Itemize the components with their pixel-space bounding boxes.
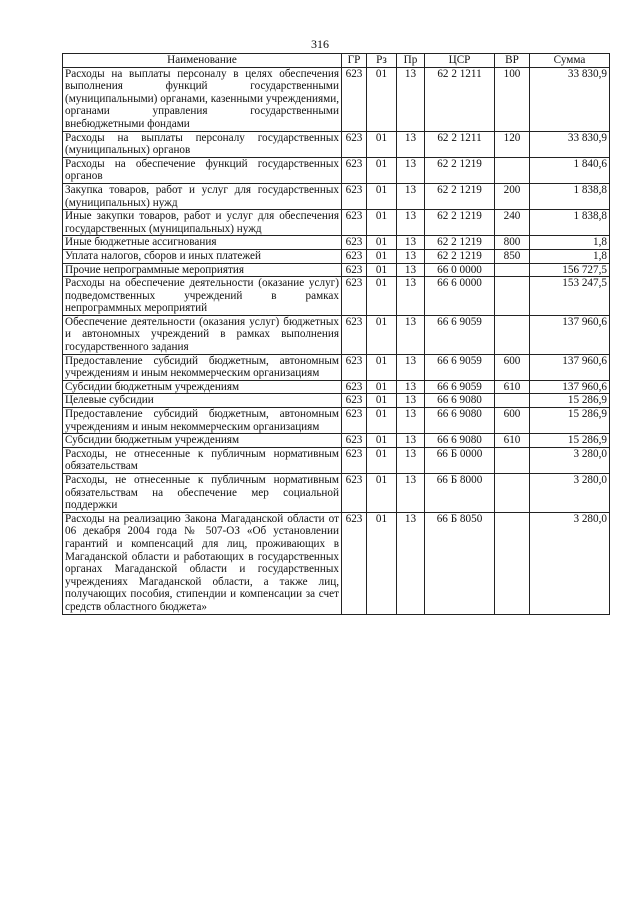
header-pr: Пр — [397, 54, 425, 68]
row-csr: 66 6 9080 — [425, 394, 495, 408]
row-gr: 623 — [342, 263, 367, 277]
row-vr — [495, 512, 530, 614]
header-sum: Сумма — [530, 54, 610, 68]
table-row — [63, 263, 610, 277]
row-rz: 01 — [367, 67, 397, 131]
row-gr: 623 — [342, 277, 367, 316]
row-name: Субсидии бюджетным учреждениям — [63, 434, 342, 448]
row-rz: 01 — [367, 131, 397, 157]
row-pr: 13 — [397, 263, 425, 277]
table-row — [63, 277, 610, 316]
header-name: Наименование — [63, 54, 342, 68]
row-csr: 62 2 1219 — [425, 183, 495, 209]
row-gr: 623 — [342, 474, 367, 513]
row-vr — [495, 394, 530, 408]
row-gr: 623 — [342, 315, 367, 354]
row-rz: 01 — [367, 474, 397, 513]
row-rz: 01 — [367, 394, 397, 408]
row-sum: 1 838,8 — [530, 183, 610, 209]
row-name: Целевые субсидии — [63, 394, 342, 408]
row-sum: 1 838,8 — [530, 210, 610, 236]
header-rz: Рз — [367, 54, 397, 68]
row-name: Расходы, не отнесенные к публичным нормативным обязательствам на обеспечение мер социальной поддержки — [63, 474, 342, 513]
row-sum: 153 247,5 — [530, 277, 610, 316]
row-pr: 13 — [397, 249, 425, 263]
table-row — [63, 434, 610, 448]
row-name: Иные бюджетные ассигнования — [63, 236, 342, 250]
row-vr — [495, 315, 530, 354]
row-vr: 610 — [495, 380, 530, 394]
row-vr: 120 — [495, 131, 530, 157]
row-pr: 13 — [397, 447, 425, 473]
row-pr: 13 — [397, 67, 425, 131]
table-row — [63, 447, 610, 473]
row-csr: 66 6 9080 — [425, 434, 495, 448]
row-vr: 600 — [495, 354, 530, 380]
row-csr: 66 0 0000 — [425, 263, 495, 277]
row-pr: 13 — [397, 131, 425, 157]
row-gr: 623 — [342, 236, 367, 250]
row-csr: 62 2 1219 — [425, 210, 495, 236]
table-row — [63, 474, 610, 513]
table-row — [63, 210, 610, 236]
row-sum: 15 286,9 — [530, 394, 610, 408]
row-rz: 01 — [367, 210, 397, 236]
row-name: Расходы, не отнесенные к публичным нормативным обязательствам — [63, 447, 342, 473]
row-vr: 240 — [495, 210, 530, 236]
row-name: Расходы на выплаты персоналу в целях обеспечения выполнения функций государственными (муниципальными) органами, казенными учреждениями, органами управления государственными внебюджетными фондами — [63, 67, 342, 131]
row-name: Прочие непрограммные мероприятия — [63, 263, 342, 277]
row-csr: 66 6 9080 — [425, 408, 495, 434]
row-csr: 66 6 9059 — [425, 380, 495, 394]
row-gr: 623 — [342, 183, 367, 209]
row-gr: 623 — [342, 67, 367, 131]
row-gr: 623 — [342, 447, 367, 473]
table-row — [63, 394, 610, 408]
row-gr: 623 — [342, 394, 367, 408]
row-csr: 62 2 1219 — [425, 157, 495, 183]
row-gr: 623 — [342, 512, 367, 614]
table-row — [63, 354, 610, 380]
row-rz: 01 — [367, 315, 397, 354]
row-pr: 13 — [397, 512, 425, 614]
header-csr: ЦСР — [425, 54, 495, 68]
row-csr: 62 2 1211 — [425, 131, 495, 157]
row-name: Обеспечение деятельности (оказания услуг) бюджетных и автономных учреждений в рамках выполнения государственного задания — [63, 315, 342, 354]
row-vr: 600 — [495, 408, 530, 434]
row-name: Расходы на обеспечение функций государственных органов — [63, 157, 342, 183]
row-rz: 01 — [367, 434, 397, 448]
row-sum: 3 280,0 — [530, 474, 610, 513]
row-csr: 62 2 1211 — [425, 67, 495, 131]
row-pr: 13 — [397, 434, 425, 448]
row-name: Уплата налогов, сборов и иных платежей — [63, 249, 342, 263]
row-rz: 01 — [367, 380, 397, 394]
table-header-row — [63, 54, 610, 68]
row-pr: 13 — [397, 408, 425, 434]
row-pr: 13 — [397, 394, 425, 408]
row-rz: 01 — [367, 447, 397, 473]
table-row — [63, 380, 610, 394]
row-name: Предоставление субсидий бюджетным, автономным учреждениям и иным некоммерческим организациям — [63, 354, 342, 380]
row-vr: 100 — [495, 67, 530, 131]
header-vr: ВР — [495, 54, 530, 68]
row-rz: 01 — [367, 236, 397, 250]
row-vr — [495, 474, 530, 513]
row-gr: 623 — [342, 434, 367, 448]
row-pr: 13 — [397, 380, 425, 394]
row-vr — [495, 157, 530, 183]
row-pr: 13 — [397, 277, 425, 316]
header-gr: ГР — [342, 54, 367, 68]
table-row — [63, 512, 610, 614]
row-name: Иные закупки товаров, работ и услуг для обеспечения государственных (муниципальных) нужд — [63, 210, 342, 236]
row-csr: 66 6 9059 — [425, 315, 495, 354]
row-vr: 610 — [495, 434, 530, 448]
row-csr: 66 Б 0000 — [425, 447, 495, 473]
table-row — [63, 408, 610, 434]
row-vr — [495, 277, 530, 316]
row-pr: 13 — [397, 474, 425, 513]
row-sum: 3 280,0 — [530, 512, 610, 614]
row-csr: 66 Б 8050 — [425, 512, 495, 614]
row-name: Субсидии бюджетным учреждениям — [63, 380, 342, 394]
row-gr: 623 — [342, 131, 367, 157]
row-gr: 623 — [342, 210, 367, 236]
row-sum: 137 960,6 — [530, 354, 610, 380]
table-row — [63, 67, 610, 131]
row-pr: 13 — [397, 354, 425, 380]
row-rz: 01 — [367, 183, 397, 209]
row-gr: 623 — [342, 249, 367, 263]
row-csr: 66 6 9059 — [425, 354, 495, 380]
row-sum: 1 840,6 — [530, 157, 610, 183]
row-sum: 1,8 — [530, 236, 610, 250]
row-pr: 13 — [397, 315, 425, 354]
row-vr: 200 — [495, 183, 530, 209]
row-rz: 01 — [367, 408, 397, 434]
row-sum: 33 830,9 — [530, 67, 610, 131]
row-name: Расходы на обеспечение деятельности (оказание услуг) подведомственных учреждений в рамках непрограммных мероприятий — [63, 277, 342, 316]
row-rz: 01 — [367, 512, 397, 614]
row-rz: 01 — [367, 277, 397, 316]
row-sum: 15 286,9 — [530, 408, 610, 434]
row-name: Закупка товаров, работ и услуг для государственных (муниципальных) нужд — [63, 183, 342, 209]
table-row — [63, 236, 610, 250]
row-csr: 62 2 1219 — [425, 249, 495, 263]
row-sum: 156 727,5 — [530, 263, 610, 277]
budget-table — [62, 53, 610, 615]
row-rz: 01 — [367, 354, 397, 380]
table-row — [63, 183, 610, 209]
row-vr: 850 — [495, 249, 530, 263]
row-sum: 15 286,9 — [530, 434, 610, 448]
row-pr: 13 — [397, 183, 425, 209]
row-rz: 01 — [367, 157, 397, 183]
row-name: Предоставление субсидий бюджетным, автономным учреждениям и иным некоммерческим организациям — [63, 408, 342, 434]
table-row — [63, 131, 610, 157]
row-csr: 66 6 0000 — [425, 277, 495, 316]
row-gr: 623 — [342, 354, 367, 380]
row-pr: 13 — [397, 210, 425, 236]
row-pr: 13 — [397, 236, 425, 250]
row-gr: 623 — [342, 157, 367, 183]
page-number: 316 — [311, 37, 329, 51]
row-pr: 13 — [397, 157, 425, 183]
row-sum: 33 830,9 — [530, 131, 610, 157]
row-vr — [495, 263, 530, 277]
row-name: Расходы на реализацию Закона Магаданской области от 06 декабря 2004 года № 507-ОЗ «Об установлении гарантий и компенсаций для лиц, проживающих в Магаданской области и работающих в государственных органах Магаданской области и государственных учреждениях Магаданской области, а также лиц, получающих пособия, стипендии и компенсации за счет средств областного бюджета» — [63, 512, 342, 614]
row-sum: 137 960,6 — [530, 315, 610, 354]
row-name: Расходы на выплаты персоналу государственных (муниципальных) органов — [63, 131, 342, 157]
row-gr: 623 — [342, 408, 367, 434]
table-row — [63, 249, 610, 263]
row-csr: 62 2 1219 — [425, 236, 495, 250]
row-csr: 66 Б 8000 — [425, 474, 495, 513]
row-sum: 137 960,6 — [530, 380, 610, 394]
row-vr — [495, 447, 530, 473]
row-rz: 01 — [367, 249, 397, 263]
row-sum: 3 280,0 — [530, 447, 610, 473]
row-vr: 800 — [495, 236, 530, 250]
row-rz: 01 — [367, 263, 397, 277]
row-sum: 1,8 — [530, 249, 610, 263]
table-row — [63, 315, 610, 354]
table-row — [63, 157, 610, 183]
row-gr: 623 — [342, 380, 367, 394]
